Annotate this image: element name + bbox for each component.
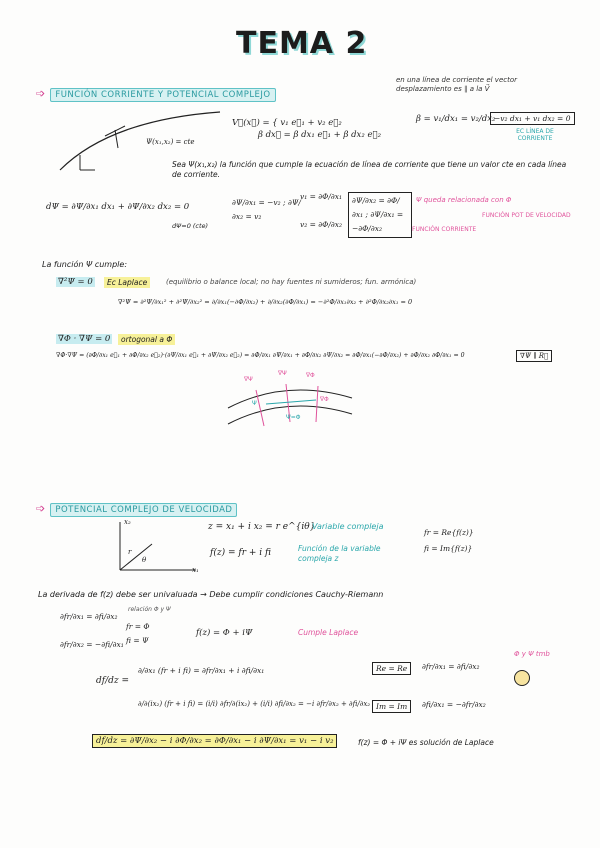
z-equation: z = x₁ + i x₂ = r e^{iθ} [208,522,316,532]
related-note: Ψ queda relacionada con Φ [416,196,512,204]
section-function-current-heading [36,82,276,101]
psi-intro: La función Ψ cumple: [42,260,128,269]
displacement-definition: β dx⃗ = β dx₁ e⃗₁ + β dx₂ e⃗₂ [258,130,382,140]
pot-velocity-label: FUNCIÓN POT DE VELOCIDAD [482,212,571,219]
dfdz-line-2: ∂/∂(ix₂) (fr + i fi) = (i/i) ∂fr/∂(ix₂) + (i/i) ∂fi/∂x₂ = −i ∂fr/∂x₂ + ∂fi/∂x₂ [138,700,371,708]
system-equations: ∂Ψ/∂x₁ = −v₂ ; ∂Ψ/∂x₂ = v₂ [232,198,301,221]
f-equation: f(z) = fr + i fi [210,548,271,558]
re-result: ∂fr/∂x₁ = ∂fi/∂x₂ [422,662,480,671]
fig-label-3: ∇Φ [306,372,315,379]
section-title: FUNCIÓN CORRIENTE Y POTENCIAL COMPLEJO [50,88,275,102]
fig-label-6: Ψ=Φ [286,414,301,421]
re-box: Re = Re [372,662,411,675]
fi-equation: fi = Im{f(z)} [424,544,473,553]
fig-label-1: ∇Ψ [244,376,253,383]
line-equation-label: EC LÍNEA DE CORRIENTE [516,128,554,142]
dpsi-equation: dΨ = ∂Ψ/∂x₁ dx₁ + ∂Ψ/∂x₂ dx₂ = 0 [46,202,190,212]
cr-1: ∂fr/∂x₁ = ∂fi/∂x₂ [60,612,118,621]
psi-tmb: Φ y Ψ tmb [514,650,550,658]
im-box: Im = Im [372,700,411,713]
final-note: f(z) = Φ + iΨ es solución de Laplace [358,738,494,747]
v2-equation: v₂ = ∂Φ/∂x₂ [300,220,342,229]
laplace-label: ∇²Ψ = 0 [58,277,93,287]
fz-equation: f(z) = Φ + iΨ [196,628,253,638]
axis-r: r [128,548,132,556]
fr-equation: fr = Re{f(z)} [424,528,474,537]
orthogonal-label: ∇Φ · ∇Ψ = 0 [58,334,111,344]
velocity-definition: V⃗(x⃗) = { v₁ e⃗₁ + v₂ e⃗₂ [232,118,342,128]
dfdz-line-1: ∂/∂x₁ (fr + i fi) = ∂fr/∂x₁ + i ∂fi/∂x₁ [138,666,265,675]
fz-label: Cumple Laplace [298,628,359,637]
orthogonal-name: ortogonal a Φ [118,334,175,345]
check-circle-icon [514,670,530,686]
current-function-label: FUNCIÓN CORRIENTE [412,226,477,233]
line-equation-box: −v₂ dx₁ + v₁ dx₂ = 0 [490,112,575,125]
v1-equation: v₁ = ∂Φ/∂x₁ [300,192,342,201]
arrow-icon: ➩ [36,502,46,515]
arrow-icon: ➩ [36,87,46,100]
pot-line-3 [316,386,318,422]
cr-2: ∂fr/∂x₂ = −∂fi/∂x₁ [60,640,124,649]
dpsi-note: dΨ=0 (cte) [172,222,209,230]
cauchy-box: ∂Ψ/∂x₂ = ∂Φ/∂x₁ ; ∂Ψ/∂x₁ = −∂Φ/∂x₂ [348,192,412,238]
top-note: en una línea de corriente el vector desplazamiento es ∥ a la V⃗ [396,76,518,93]
grad-psi-arrow [266,400,316,404]
axis-theta: θ [142,556,147,564]
fig-label-5: ∇Φ [320,396,329,403]
fi-psi: fi = Ψ [126,636,149,645]
z-label: Variable compleja [312,522,384,531]
derivative-text: La derivada de f(z) debe ser univaluada → Debe cumplir condiciones Cauchy-Riemann [38,590,384,599]
laplace-name: Ec Laplace [104,277,150,288]
dfdz-symbol: df/dz = [96,676,130,686]
axis-x2: x₂ [124,518,131,526]
fig-label-4: Ψ [252,400,257,407]
orthogonal-equation: ∇Φ·∇Ψ = (∂Φ/∂x₁ e⃗₁ + ∂Φ/∂x₂ e⃗₂)·(∂Ψ/∂x₁ e⃗₁ + ∂Ψ/∂x₂ e⃗₂) = ∂Φ/∂x₁ ∂Ψ/∂x₁ + ∂Φ/∂x₂ ∂Ψ/∂x₂ = ∂Φ/∂x₁(−∂Φ/∂x₂) + ∂Φ/∂x₂ ∂Φ/∂x₁ = 0 [56,352,465,359]
section-title: POTENCIAL COMPLEJO DE VELOCIDAD [50,503,237,517]
fr-phi: fr = Φ [126,622,150,631]
beta-equation: β = v₁/dx₁ = v₂/dx₂ [416,114,496,124]
laplace-equation: ∇²Ψ = ∂²Ψ/∂x₁² + ∂²Ψ/∂x₂² = ∂/∂x₁(−∂Φ/∂x₂) + ∂/∂x₂(∂Φ/∂x₁) = −∂²Φ/∂x₁∂x₂ + ∂²Φ/∂x₂∂x₁ = 0 [118,298,413,306]
orthogonal-curves-figure [226,378,356,440]
streamline-1 [228,390,352,408]
page-title: TEMA 2 [236,26,368,61]
f-label: Función de la variable compleja z [298,544,381,563]
orthogonal-result: ∇Ψ ∥ R⃗ [516,350,552,362]
psi-const-label: Ψ(x₁,x₂) = cte [146,138,195,146]
im-result: ∂fi/∂x₁ = −∂fr/∂x₂ [422,700,486,709]
fig-label-2: ∇Ψ [278,370,287,377]
sea-text: Sea Ψ(x₁,x₂) la función que cumple la ecuación de línea de corriente que tiene un valor cte en cada línea de corriente. [172,160,567,179]
laplace-note: (equilibrio o balance local; no hay fuentes ni sumideros; fun. armónica) [166,278,417,286]
relation-note: relación Φ y Ψ [128,606,171,613]
final-equation: df/dz = ∂Ψ/∂x₂ − i ∂Φ/∂x₂ = ∂Φ/∂x₁ − i ∂Ψ/∂x₁ = v₁ − i v₂ [92,734,337,748]
complex-plane-axes [100,518,200,574]
section-complex-potential-heading [36,497,237,516]
axis-x1: x₁ [192,566,199,574]
